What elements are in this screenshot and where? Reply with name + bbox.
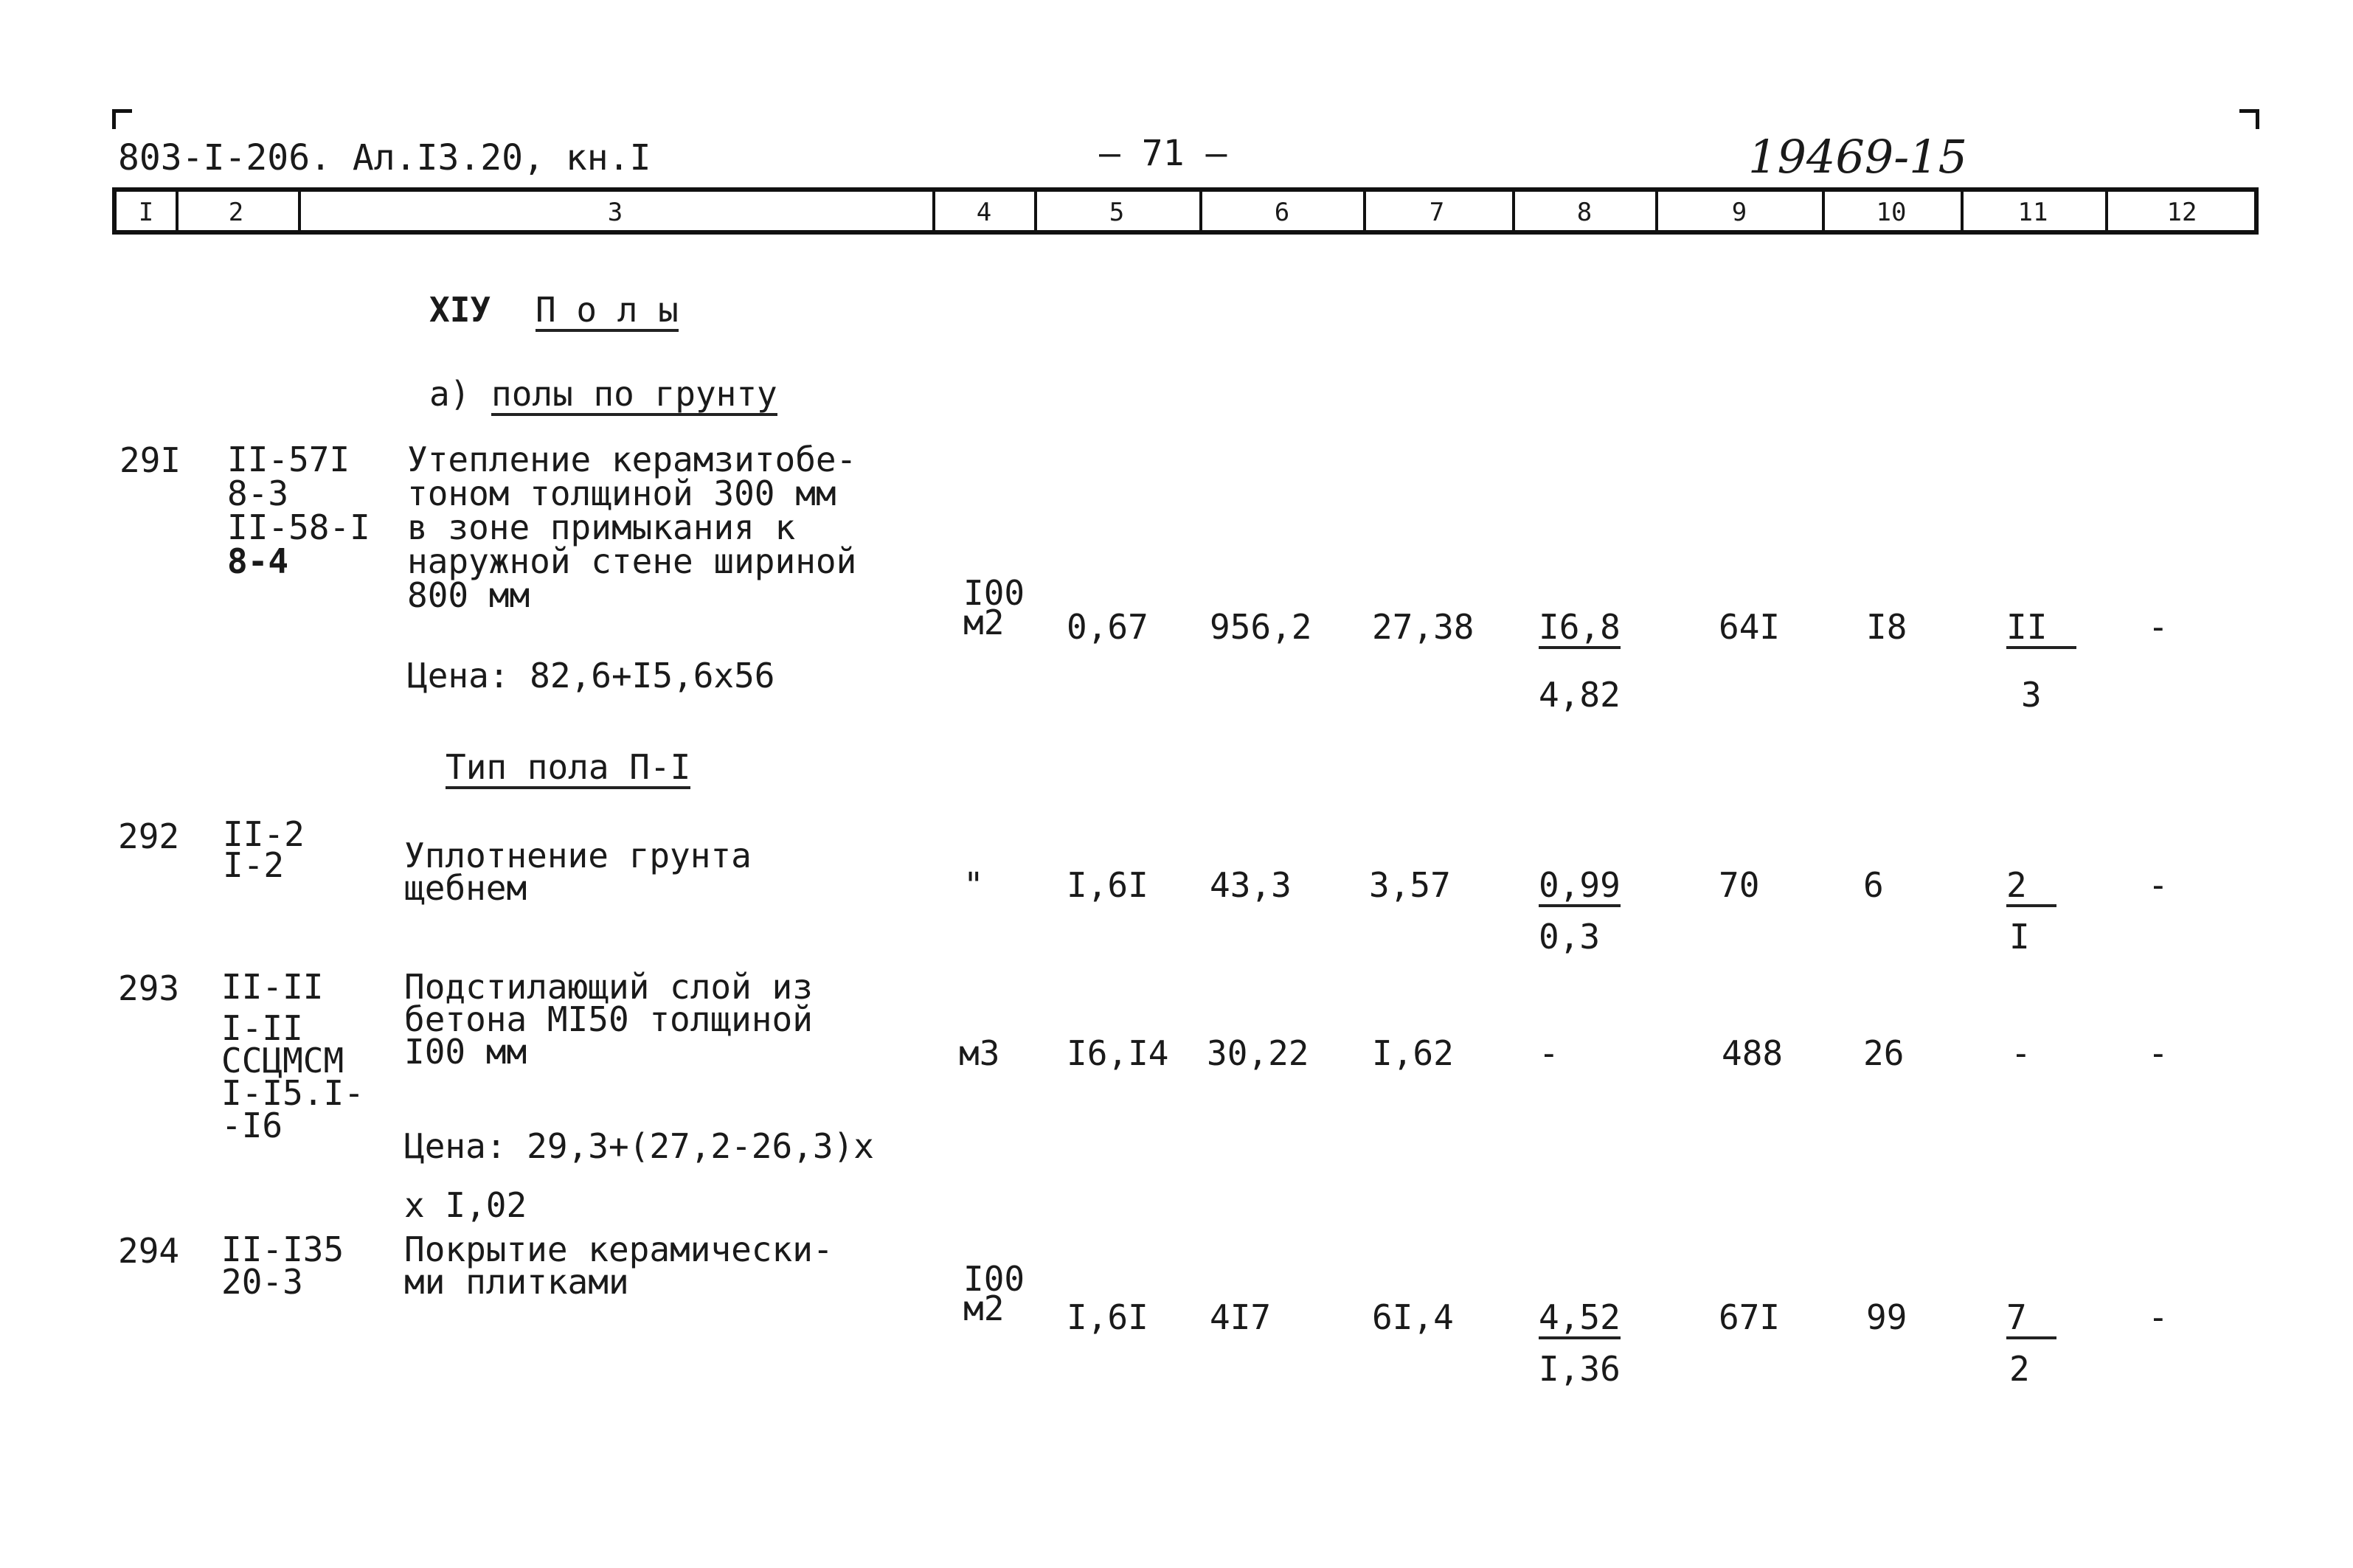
value-col7: 6I,4 [1372, 1297, 1454, 1337]
value-col8-top: 4,52 [1539, 1300, 1621, 1339]
row-number: 293 [118, 968, 180, 1008]
column-number: 2 [228, 198, 244, 227]
value-col6: 4I7 [1210, 1297, 1272, 1337]
value-col10: 26 [1863, 1033, 1905, 1073]
column-number: 7 [1429, 198, 1445, 227]
column-number-bar [112, 187, 2259, 235]
value-col12: - [2148, 607, 2169, 647]
corner-mark-right [2239, 109, 2259, 129]
value-col11: - [2011, 1033, 2031, 1073]
work-description: Покрытие керамически- ми плитками [404, 1229, 834, 1302]
column-number: 6 [1274, 198, 1290, 227]
column-number: 8 [1576, 198, 1593, 227]
subsection-title: полы по грунту [491, 376, 777, 416]
work-description: Подстилающий слой из бетона МI50 толщиной I00 мм [404, 967, 813, 1072]
value-col6: 30,22 [1207, 1033, 1309, 1073]
value-col7: 3,57 [1369, 865, 1451, 905]
value-col7: I,62 [1372, 1033, 1454, 1073]
value-col8-top: I6,8 [1539, 609, 1621, 649]
unit: " [963, 865, 984, 905]
work-description: Утепление керамзитобе- тоном толщиной 300 мм в зоне примыкания к наружной стене шириной 800 мм [407, 440, 857, 615]
column-number: 5 [1109, 198, 1125, 227]
column-number: 9 [1731, 198, 1747, 227]
value-col8-bottom: 4,82 [1539, 675, 1621, 715]
norm-code: II-57I 8-3 II-58-I 8-4 [227, 440, 370, 581]
section-title: П о л ы [536, 292, 679, 332]
unit: м3 [959, 1033, 1000, 1073]
value-col12: - [2148, 1033, 2169, 1073]
value-col12: - [2148, 1297, 2169, 1337]
quantity: I,6I [1067, 1297, 1148, 1337]
norm-code: II-II I-II ССЦМСМ I-I5.I- -I6 [221, 967, 364, 1145]
column-number: 10 [1876, 198, 1907, 227]
quantity: 0,67 [1067, 607, 1148, 647]
norm-code: II-I35 20-3 [221, 1229, 344, 1302]
value-col9: 64I [1719, 607, 1781, 647]
value-col10: I8 [1866, 607, 1907, 647]
work-description: Уплотнение грунта щебнем [404, 836, 752, 908]
value-col12: - [2148, 865, 2169, 905]
row-number: 294 [118, 1231, 180, 1271]
column-number: 11 [2017, 198, 2048, 227]
value-col8-bottom: 0,3 [1539, 917, 1601, 957]
column-number: 12 [2166, 198, 2197, 227]
value-col8-bottom: I,36 [1539, 1349, 1621, 1389]
page-number: — 71 — [1099, 133, 1227, 174]
row-number: 292 [118, 816, 180, 856]
value-col11-top: 7 [2006, 1300, 2056, 1339]
corner-mark-left [112, 109, 132, 129]
value-col8-top: 0,99 [1539, 867, 1621, 907]
floor-type-title: Тип пола П-I [446, 749, 690, 789]
quantity: I,6I [1067, 865, 1148, 905]
value-col9: 67I [1719, 1297, 1781, 1337]
handwritten-archive-number: 19469-15 [1748, 130, 1968, 184]
column-number: 3 [607, 198, 623, 227]
value-col11-bottom: 2 [2009, 1349, 2030, 1389]
value-col10: 99 [1866, 1297, 1907, 1337]
value-col11-bottom: 3 [2021, 675, 2042, 715]
value-col9: 70 [1719, 865, 1760, 905]
unit: I00 м2 [963, 573, 1025, 642]
value-col8: - [1539, 1033, 1559, 1073]
subsection-label: а) [429, 374, 471, 414]
column-number: I [138, 198, 154, 227]
quantity: I6,I4 [1067, 1033, 1169, 1073]
row-number: 29I [119, 440, 181, 480]
value-col6: 956,2 [1210, 607, 1312, 647]
value-col7: 27,38 [1372, 607, 1474, 647]
value-col11-top: II [2006, 609, 2076, 649]
unit: I00 м2 [963, 1259, 1025, 1328]
price-formula: Цена: 29,3+(27,2-26,3)x x I,02 [404, 1126, 874, 1225]
value-col9: 488 [1722, 1033, 1784, 1073]
column-number: 4 [976, 198, 992, 227]
document-code: 803-I-206. Ал.I3.20, кн.I [118, 137, 651, 178]
norm-code: II-2 I-2 [223, 814, 305, 885]
price-formula: Цена: 82,6+I5,6x56 [407, 656, 775, 695]
value-col11-bottom: I [2009, 917, 2030, 957]
value-col6: 43,3 [1210, 865, 1292, 905]
section-roman: XIУ [429, 290, 491, 330]
value-col11-top: 2 [2006, 867, 2056, 907]
value-col10: 6 [1863, 865, 1884, 905]
